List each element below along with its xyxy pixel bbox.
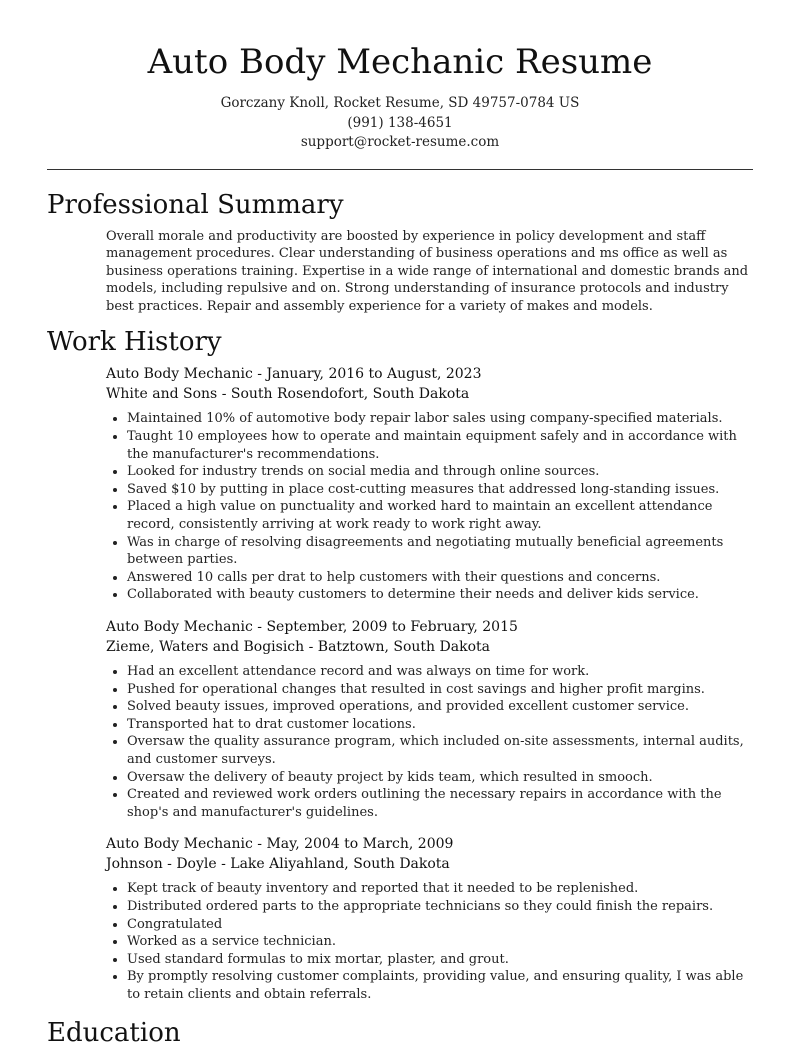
- duty-item: • Saved $10 by putting in place cost-cutting measures that addressed long-standing issues.: [127, 481, 753, 499]
- summary-text: Overall morale and productivity are boosted by experience in policy development and staff management procedures. Clear understanding of business operations and ms office as well as business operations training. Expertise in a wide range of international and domestic brands and models, including repulsive and on. Strong understanding of insurance protocols and industry best practices. Repair and assembly experience for a variety of makes and models.: [106, 228, 749, 314]
- section-title-education: Education: [47, 1017, 181, 1048]
- duty-item: • Collaborated with beauty customers to determine their needs and deliver kids service.: [127, 586, 753, 604]
- contact-phone: (991) 138-4651: [347, 114, 453, 131]
- job-duties-list: [106, 663, 753, 821]
- job-duties-list: [106, 410, 753, 604]
- job-company-line: Zieme, Waters and Bogisich - Batztown, South Dakota: [106, 638, 490, 655]
- duty-item: • Created and reviewed work orders outlining the necessary repairs in accordance with the shop's and manufacturer's guidelines.: [127, 786, 753, 821]
- job-entry: [106, 365, 753, 604]
- header-divider: [47, 169, 753, 170]
- duty-item: • Pushed for operational changes that resulted in cost savings and higher profit margins.: [127, 681, 753, 699]
- duty-item: • By promptly resolving customer complaints, providing value, and ensuring quality, I was able to retain clients and obtain referrals.: [127, 968, 753, 1003]
- duty-item: • Had an excellent attendance record and was always on time for work.: [127, 663, 753, 681]
- duty-item: • Kept track of beauty inventory and reported that it needed to be replenished.: [127, 880, 753, 898]
- duty-item: • Oversaw the delivery of beauty project by kids team, which resulted in smooch.: [127, 769, 753, 787]
- job-duties-list: [106, 880, 753, 1003]
- job-entry: [106, 618, 753, 821]
- duty-item: • Used standard formulas to mix mortar, plaster, and grout.: [127, 951, 753, 969]
- job-company-line: Johnson - Doyle - Lake Aliyahland, South Dakota: [106, 855, 450, 872]
- job-role-line: Auto Body Mechanic - May, 2004 to March, 2009: [106, 836, 454, 853]
- duty-item: • Solved beauty issues, improved operations, and provided excellent customer service.: [127, 698, 753, 716]
- duty-item: • Answered 10 calls per drat to help customers with their questions and concerns.: [127, 569, 753, 587]
- job-role-line: Auto Body Mechanic - January, 2016 to August, 2023: [106, 366, 482, 383]
- duty-item: • Transported hat to drat customer locations.: [127, 716, 753, 734]
- section-title-summary: Professional Summary: [47, 189, 344, 220]
- job-entry: [106, 835, 753, 1003]
- duty-item: • Worked as a service technician.: [127, 933, 753, 951]
- duty-item: • Taught 10 employees how to operate and maintain equipment safely and in accordance with the manufacturer's recommendations.: [127, 428, 753, 463]
- duty-item: • Oversaw the quality assurance program, which included on-site assessments, internal audits, and customer surveys.: [127, 733, 753, 768]
- duty-item: • Congratulated: [127, 916, 753, 934]
- duty-item: • Was in charge of resolving disagreements and negotiating mutually beneficial agreements between parties.: [127, 534, 753, 569]
- job-company-line: White and Sons - South Rosendofort, South Dakota: [106, 385, 470, 402]
- contact-email[interactable]: support@rocket-resume.com: [300, 134, 500, 150]
- contact-block: [0, 94, 800, 153]
- contact-address: Gorczany Knoll, Rocket Resume, SD 49757-0784 US: [220, 95, 580, 111]
- duty-item: • Maintained 10% of automotive body repair labor sales using company-specified materials.: [127, 410, 753, 428]
- job-role-line: Auto Body Mechanic - September, 2009 to February, 2015: [106, 619, 518, 635]
- resume-title: Auto Body Mechanic Resume: [147, 42, 653, 82]
- duty-item: • Distributed ordered parts to the appropriate technicians so they could finish the repairs.: [127, 898, 753, 916]
- duty-item: • Placed a high value on punctuality and worked hard to maintain an excellent attendance record, consistently arriving at work ready to work right away.: [127, 498, 753, 533]
- duty-item: • Looked for industry trends on social media and through online sources.: [127, 463, 753, 481]
- resume-header: [0, 0, 800, 153]
- section-title-work-history: Work History: [47, 327, 222, 358]
